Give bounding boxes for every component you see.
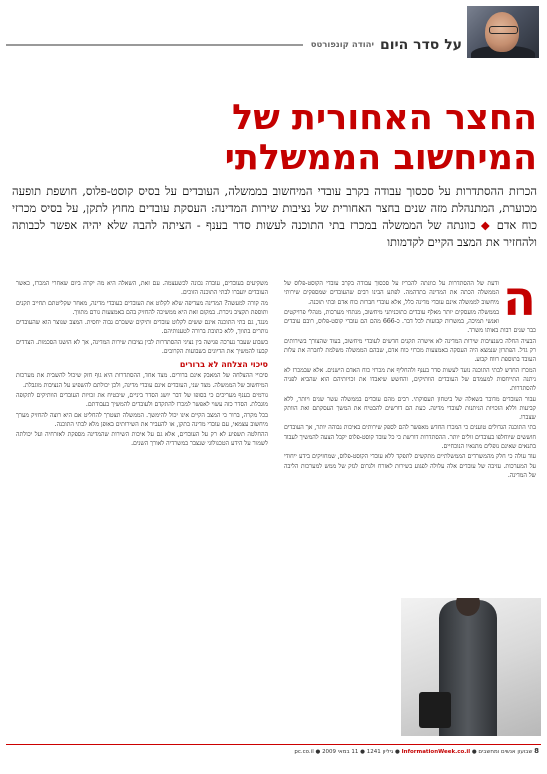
subhead-part-2: כוונתה של הממשלה במכרז בתי התוכנה לעשות סדר בענף - הציתה להבה שלא יהיה אפשר לכבותה ולהחזיר את המצב הקיים לקדמותו — [12, 218, 537, 249]
diamond-icon: ◆ — [480, 218, 492, 232]
drop-cap: ה — [503, 279, 536, 327]
footer-date: 11 במאי 2009 — [322, 749, 359, 755]
body-paragraph: בכל מקרה, ברור כי המצב הקיים אינו יכול להימשך. הממשלה תצטרך להחליט אם היא רוצה להחזיק מערך מיחשוב עצמאי, עם עובדי מדינה בתקן, או להעביר את השירותים באופן מלא לבתי התוכנה. — [16, 411, 268, 428]
body-paragraph: סיכויי ההצלחה של המאבק אינם ברורים. מצד אחד, ההסתדרות היא גוף חזק שיכול להשבית את מערכות המיחשוב של הממשלה. מצד שני, העובדים אינם עובדי מדינה, ולכן יכולתם להשפיע על הנציבות מוגבלת. — [16, 372, 268, 389]
body-paragraph: ודעת של ההסתדרות על כוונתה להכריז על סכסוך עבודה בקרב עובדי הקוסט-פלוס של הממשלה הכתה את המדינה בתדהמה. לפתע הבינו רבים שהעובדים שמספקים שירותי מיחשוב לממשלה אינם עובדי מדינה כלל, אלא עובדי חברות כוח אדם ובתי תוכנה. — [284, 280, 500, 306]
body-paragraph: עבור העובדים מדובר בשאלה של ביטחון תעסוקתי. רבים מהם עובדים בממשלה עשר שנים ויותר, ללא קביעות וללא הזכויות הניתנות לעובדי מדינה. כעת הם דורשים להבטיח את המשך העסקתם ואת הוותק שצברו. — [284, 395, 536, 422]
briefcase-icon — [419, 692, 451, 728]
body-paragraph: מנגד, גם בתי התוכנה אינם ששים לקלוט עובדים ותיקים ששכרם גבוה יחסית. המצב שנוצר הוא שהעובדים נותרים בתווך, ללא כתובת ברורה לטענותיהם. — [16, 319, 268, 336]
headline-line-2: המיחשוב הממשלתי — [224, 138, 537, 178]
page-footer: 8 שבועון אנשים ומחשבים ● InformationWeek.co.il ● גיליון 1241 ● 11 במאי 2009 ● pc.co.il — [294, 747, 539, 755]
body-paragraph: גורמים בענף מעריכים כי בסופו של דבר יושג הסדר ביניים, שיבטיח את זכויות העובדים הוותיקים לתקופה מוגבלת. הסדר כזה עשוי לאפשר למכרז להתקדם ולעובדים להמשיך בעבודתם. — [16, 391, 268, 409]
body-paragraph: המכרז החדש לבתי התוכנה נועד לעשות סדר בענף ולהחליף את מכרזי כוח האדם הישנים. אלא שבמכרז לא ניתנה התייחסות למעמדם של העובדים הוותיקים, והחשש שיאבדו את זכויותיהם הוא שהביא לפניה להסתדרות. — [284, 366, 536, 393]
subhead-part-1: הכרזת ההסתדרות על סכסוך עבודה בקרב עובדי המיחשוב בממשלה, העובדים על בסיס קוסט-פלוס, חושפת תופעה מכוערת, המתנהלת מזה שנים בחצר האחורית של נציבות שירות המדינה: העסקת עובדים מחוץ לתקן, על בסיס מכרזי כוח אדם — [12, 184, 538, 232]
body-paragraph: ההחלטה תשפיע לא רק על העובדים, אלא גם על איכות השירות שהמדינה מספקת לאזרחיה ועל יכולתה לשמור על הידע הטכנולוגי שנצבר במשרדיה לאורך השנים. — [16, 431, 268, 448]
headline-line-1: החצר האחורית של — [232, 98, 537, 138]
author-photo — [467, 6, 539, 58]
footer-web: pc.co.il — [294, 749, 314, 755]
businessman-photo — [401, 598, 541, 736]
body-column-left — [16, 279, 268, 735]
body-paragraph: בשבוע שעבר נערכה פגישה בין נציגי ההסתדרות לבין נציבות שירות המדינה, אך לא הושגו הסכמות. הצדדים קבעו להמשיך את הדיונים בשבועות הקרובים. — [16, 338, 268, 356]
column-rule — [6, 44, 303, 46]
footer-weekly: שבועון אנשים ומחשבים — [478, 749, 533, 755]
page-number: 8 — [534, 747, 539, 755]
column-author: יהודה קונפורטס — [310, 40, 374, 50]
body-paragraph: הבעיה החלה כשנציבות שירות המדינה לא אישרה תקנים חדשים לעובדי מיחשוב, בעוד שהצורך בשירותים רק גדל. הפתרון שנמצא היה העסקה באמצעות מכרזי כוח אדם, שבהם הממשלה משלמת לחברה את עלות העובד בתוספת רווח קבוע. — [284, 337, 536, 364]
section-subheading: סיכוי הצלחה לא ברורים — [179, 360, 268, 370]
author-photo-glasses — [489, 26, 518, 34]
body-paragraph: משקיעים בעובדים, עובדה נכונה לכשעצמה. עם זאת, השאלה היא מה יקרה ביום שאחרי המכרז, כאשר העובדים יועברו לבתי התוכנה הזוכים. — [16, 280, 268, 297]
footer-site: InformationWeek.co.il — [401, 749, 471, 755]
footer-rule — [6, 744, 541, 745]
body-paragraph: עוד עולה כי חלק מהמשרדים הממשלתיים מתקשים לתפקד ללא עובדי הקוסט-פלוס, שמחזיקים בידע ייחודי על המערכות. עזיבה של עובדים אלה עלולה לפגוע בשירות לאזרח ולגרום לנזק של ממש למערכות הליבה של המדינה. — [284, 453, 536, 479]
body-paragraph: מה קורה למעשה? המדינה מעדיפה שלא לקלוט את העובדים כעובדי מדינה, מאחר שקליטתם תחייב תקנים ותוספת תקציב ניכרת. במקום זאת היא ממשיכה להחזיק בהם באמצעות גורם מתווך. — [16, 299, 268, 316]
column-header — [6, 36, 462, 54]
body-paragraph: בתי התוכנה הגדולים טוענים כי המכרז החדש מאפשר להם לספק שירותים באיכות גבוהה יותר, אך העובדים חוששים שיוחלפו בעובדים זולים יותר. ההסתדרות דורשת כי כל עובד קוסט-פלוס יקבל הצעה להמשיך לעבוד בתנאים שאינם נופלים מתנאיו הנוכחיים. — [284, 424, 536, 451]
footer-issue: גיליון 1241 — [366, 749, 394, 755]
article-headline — [12, 98, 537, 178]
column-name: על סדר היום — [379, 37, 462, 53]
body-paragraph: בממשלה מועסקים יותר מאלף עובדים כתוכניתני מיחשוב, מנתחי מערכות, מנהלי פרויקטים ואנשי תמיכה, במשרות קבועות לכל דבר. כ-666 מהם הם עובדי קוסט-פלוס, רובם עובדים כבר שנים רבות באותו משרד. — [284, 308, 536, 335]
article-subhead — [12, 183, 537, 251]
